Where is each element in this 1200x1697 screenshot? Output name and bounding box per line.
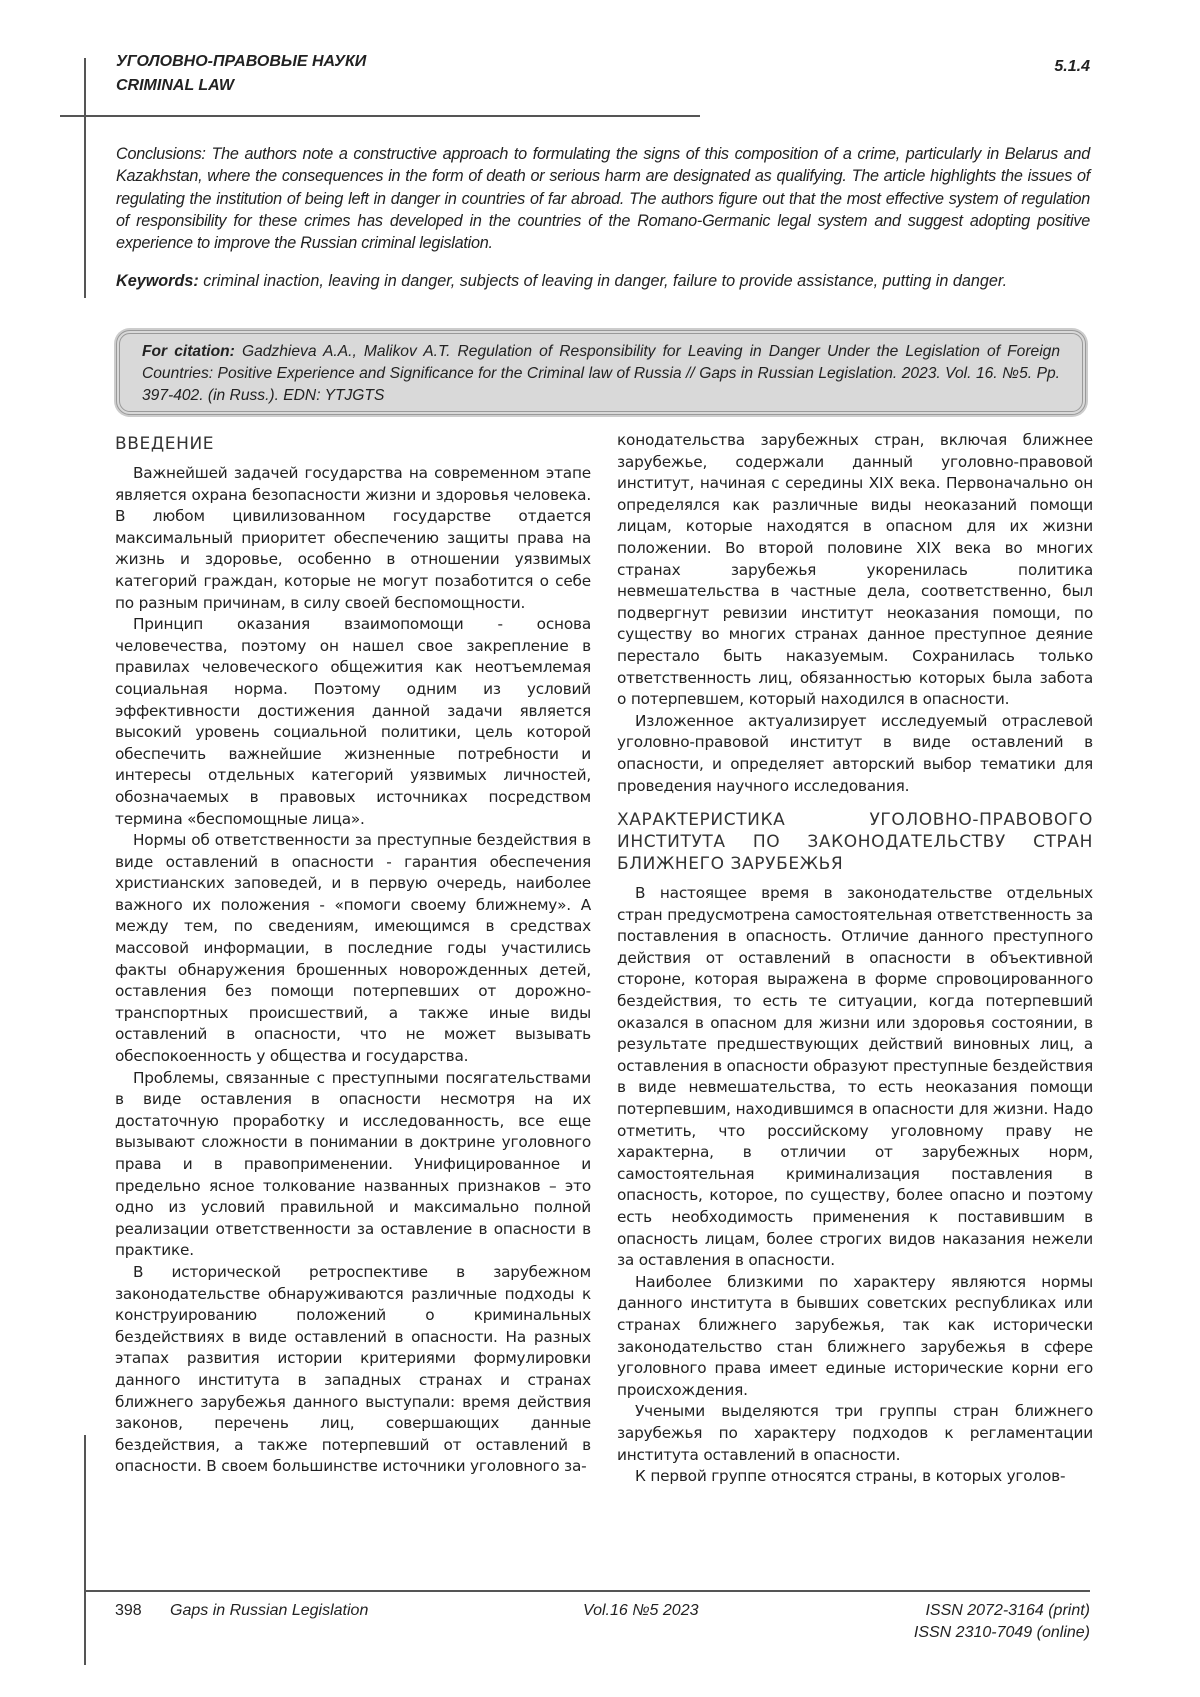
header-rule-horizontal [60,115,700,117]
paragraph: Наиболее близкими по характеру являются нормы данного института в бывших советских республиках или странах ближнего зарубежья, так как исторически законодательство стан ближнего зарубежья в сфере уголовного права имеет единые исторические корни его происхождения. [617,1272,1093,1402]
keywords-label: Keywords: [116,272,199,290]
abstract-conclusions: Conclusions: The authors note a constructive approach to formulating the signs of this composition of a crime, particularly in Belarus and Kazakhstan, where the consequences in the form of death or serious harm are designated as qualifying. The article highlights the issues of regulating the institution of being left in danger in countries of far abroad. The authors figure out that the most effective system of regulation of responsibility for these crimes has developed in the countries of the Romano-Germanic legal system and suggest adopting positive experience to improve the Russian criminal legislation. [116,143,1090,254]
keywords-text: criminal inaction, leaving in danger, subjects of leaving in danger, failure to provide assistance, putting in danger. [199,272,1007,290]
citation-box [116,330,1086,415]
issn-online: ISSN 2310-7049 (online) [914,1622,1090,1644]
right-column [617,430,1093,1488]
left-column [115,433,591,1478]
running-header [116,50,366,98]
footer-rule-horizontal [84,1590,1090,1592]
section-heading-characteristics: ХАРАКТЕРИСТИКА УГОЛОВНО-ПРАВОВОГО ИНСТИТУТА ПО ЗАКОНОДАТЕЛЬСТВУ СТРАН БЛИЖНЕГО ЗАРУБЕЖЬЯ [617,809,1093,875]
paragraph: Нормы об ответственности за преступные бездействия в виде оставлений в опасности - гарантия обеспечения христианских заповедей, и в первую очередь, наиболее важного их положения - «помоги своему ближнему». А между тем, по сведениям, имеющимся в средствах массовой информации, в последние годы участились факты обнаружения брошенных новорожденных детей, оставления без помощи потерпевших от дорожно-транспортных происшествий, а также иные виды оставлений в опасности, что не может вызывать обеспокоенность у общества и государства. [115,830,591,1068]
paragraph: Изложенное актуализирует исследуемый отраслевой уголовно-правовой институт в виде оставлений в опасности, и определяет авторский выбор тематики для проведения научного исследования. [617,711,1093,797]
citation-label: For citation: [142,343,235,360]
paragraph: К первой группе относятся страны, в которых уголов- [617,1466,1093,1488]
paragraph: конодательства зарубежных стран, включая ближнее зарубежье, содержали данный уголовно-правовой институт, начиная с середины XIX века. Первоначально он определялся как различные виды неоказаний помощи лицам, которые находятся в опасном для их жизни положении. Во второй половине XIX века во многих странах зарубежья укоренилась политика невмешательства в частные дела, соответственно, был подвергнут ревизии институт неоказания помощи, по существу во многих странах данное преступное деяние перестало быть наказуемым. Сохранилась только ответственность лиц, обязанностью которых была забота о потерпевшем, который находился в опасности. [617,430,1093,711]
keywords [116,270,1090,292]
issn-print: ISSN 2072-3164 (print) [914,1600,1090,1622]
citation-text: Gadzhieva A.A., Malikov A.T. Regulation of Responsibility for Leaving in Danger Under the Legislation of Foreign Countries: Positive Experience and Significance for the Criminal law of Russia // Gaps in Russian Legislation. 2023. Vol. 16. №5. Pp. 397-402. (in Russ.). EDN: YTJGTS [142,343,1060,404]
footer-rule-vertical [84,1435,86,1665]
page-number: 398 [115,1600,142,1622]
section-title-en: CRIMINAL LAW [116,74,366,98]
header-rule-vertical [84,58,86,298]
section-title-ru: УГОЛОВНО-ПРАВОВЫЕ НАУКИ [116,50,366,74]
paragraph: Важнейшей задачей государства на современном этапе является охрана безопасности жизни и здоровья человека. В любом цивилизованном государстве отдается максимальный приоритет обеспечению защиты права на жизнь и здоровье, особенно в отношении уязвимых категорий граждан, которые не могут позаботится о себе по разным причинам, в силу своей беспомощности. [115,463,591,614]
specialty-code: 5.1.4 [1054,58,1090,76]
section-heading-intro: ВВЕДЕНИЕ [115,433,591,455]
journal-name: Gaps in Russian Legislation [170,1600,368,1622]
paragraph: В исторической ретроспективе в зарубежном законодательстве обнаруживаются различные подходы к конструированию положений о криминальных бездействиях в виде оставлений в опасности. На разных этапах развития истории критериями формулировки данного института в западных странах и странах ближнего зарубежья данного выступали: время действия законов, перечень лиц, совершающих данные бездействия, а также потерпевший от оставлений в опасности. В своем большинстве источники уголовного за- [115,1262,591,1478]
issn-block [914,1600,1090,1644]
paragraph: Учеными выделяются три группы стран ближнего зарубежья по характеру подходов к регламентации института оставлений в опасности. [617,1401,1093,1466]
issue-info: Vol.16 №5 2023 [583,1600,698,1622]
paragraph: Принцип оказания взаимопомощи - основа человечества, поэтому он нашел свое закрепление в правилах человеческого общежития как неотъемлемая социальная норма. Поэтому одним из условий эффективности достижения данной задачи является высокий уровень социальной политики, цель которой обеспечить важнейшие жизненные потребности и интересы отдельных категорий уязвимых личностей, обозначаемых в правовых источниках посредством термина «беспомощные лица». [115,614,591,830]
paragraph: В настоящее время в законодательстве отдельных стран предусмотрена самостоятельная ответственность за поставления в опасность. Отличие данного преступного действия от оставлений в опасности в объективной стороне, которая выражена в форме спровоцированного бездействия, то есть те ситуации, когда потерпевший оказался в опасном для жизни или здоровья состоянии, в результате предшествующих действий виновных лиц, а оставления в опасности образуют преступные бездействия в виде невмешательства, то есть неоказания помощи потерпевшим, находившимся в опасности для жизни. Надо отметить, что российскому уголовному праву не характерна, в отличии от зарубежных норм, самостоятельная криминализация поставления в опасность, которое, по существу, более опасно и поэтому есть необходимость применения к поставившим в опасность лицам, более строгих видов наказания нежели за оставления в опасности. [617,883,1093,1272]
paragraph: Проблемы, связанные с преступными посягательствами в виде оставления в опасности несмотря на их достаточную проработку и исследованность, все еще вызывают сложности в понимании в доктрине уголовного права и в правоприменении. Унифицированное и предельно ясное толкование названных признаков – это одно из условий правильной и максимально полной реализации ответственности за оставление в опасности в практике. [115,1068,591,1262]
